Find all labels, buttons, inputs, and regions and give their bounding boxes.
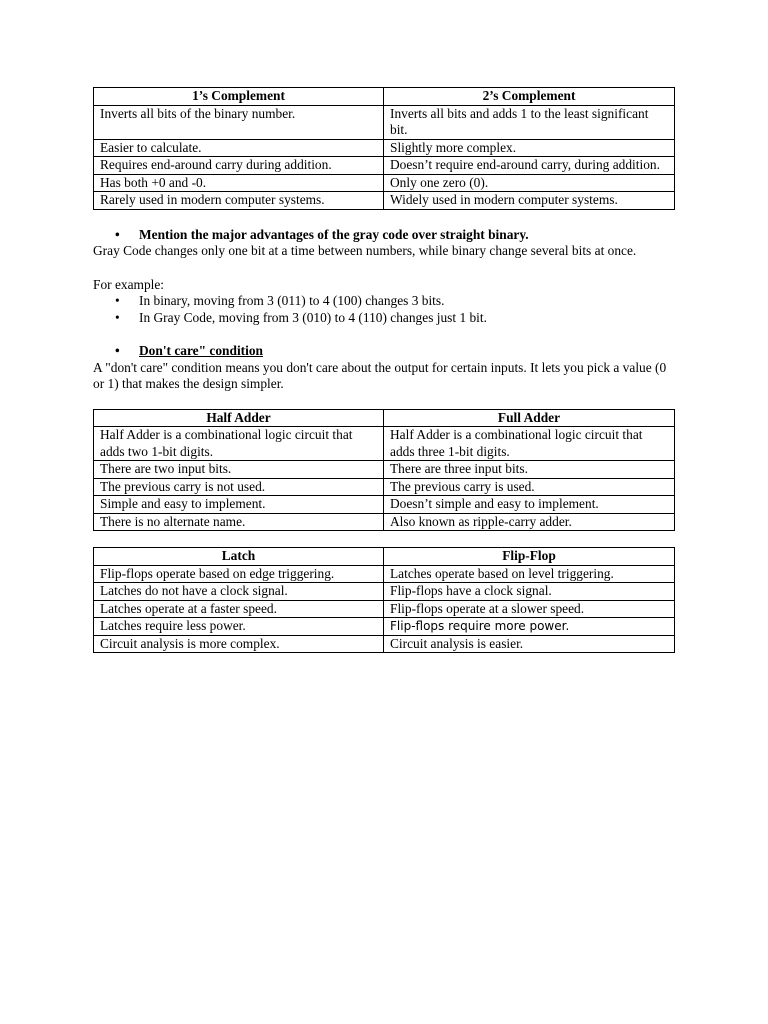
- table-row: [94, 478, 675, 496]
- table-row: [94, 139, 675, 157]
- table-cell: Circuit analysis is more complex.: [94, 635, 384, 653]
- table-cell: Widely used in modern computer systems.: [384, 192, 675, 210]
- table-cell: Slightly more complex.: [384, 139, 675, 157]
- table-header-row: [94, 548, 675, 566]
- dont-care-heading: [93, 343, 675, 360]
- list-item-text: In binary, moving from 3 (011) to 4 (100) changes 3 bits.: [139, 293, 445, 308]
- spacer: [93, 393, 675, 409]
- table-header-row: [94, 409, 675, 427]
- table-row: [94, 513, 675, 531]
- table-cell: Rarely used in modern computer systems.: [94, 192, 384, 210]
- table-header-row: [94, 88, 675, 106]
- table-cell: Flip-flops operate based on edge triggering.: [94, 565, 384, 583]
- table-cell: Half Adder is a combinational logic circuit that adds two 1-bit digits.: [94, 427, 384, 461]
- adder-comparison-table: [93, 409, 675, 532]
- table-row: [94, 174, 675, 192]
- gray-code-answer: Gray Code changes only one bit at a time between numbers, while binary change several bits at once.: [93, 243, 637, 258]
- table-header-cell: 2’s Complement: [384, 88, 675, 106]
- table-header-cell: Full Adder: [384, 409, 675, 427]
- table-cell: The previous carry is used.: [384, 478, 675, 496]
- bullet-icon: •: [115, 226, 120, 242]
- spacer: [93, 210, 675, 227]
- table-cell: Doesn’t simple and easy to implement.: [384, 496, 675, 514]
- table-cell: Half Adder is a combinational logic circuit that adds three 1-bit digits.: [384, 427, 675, 461]
- spacer: [93, 326, 675, 343]
- table-row: [94, 565, 675, 583]
- table-cell: Only one zero (0).: [384, 174, 675, 192]
- table-row: [94, 600, 675, 618]
- table-row: [94, 461, 675, 479]
- table-row: [94, 192, 675, 210]
- table-cell: Simple and easy to implement.: [94, 496, 384, 514]
- list-item-text: In Gray Code, moving from 3 (010) to 4 (110) changes just 1 bit.: [139, 309, 487, 325]
- table-cell: Latches require less power.: [94, 618, 384, 636]
- example-intro: For example:: [93, 276, 165, 292]
- spacer: [93, 260, 675, 277]
- list-item: [93, 310, 675, 327]
- bullet-icon: •: [115, 293, 120, 308]
- table-header-cell: Latch: [94, 548, 384, 566]
- table-cell: Flip-flops have a clock signal.: [384, 583, 675, 601]
- complement-comparison-table: [93, 87, 675, 210]
- table-cell: Inverts all bits of the binary number.: [94, 105, 384, 139]
- table-cell: Latches operate at a faster speed.: [94, 600, 384, 618]
- table-row: [94, 496, 675, 514]
- table-cell: Inverts all bits and adds 1 to the least significant bit.: [384, 105, 675, 139]
- list-item: [93, 293, 675, 310]
- table-row: [94, 635, 675, 653]
- bullet-icon: •: [115, 309, 120, 325]
- table-cell: The previous carry is not used.: [94, 478, 384, 496]
- table-cell: Has both +0 and -0.: [94, 174, 384, 192]
- table-cell: There is no alternate name.: [94, 513, 384, 531]
- table-cell: Latches do not have a clock signal.: [94, 583, 384, 601]
- table-row: [94, 105, 675, 139]
- spacer: [93, 531, 675, 547]
- table-row: [94, 157, 675, 175]
- table-cell: Requires end-around carry during addition.: [94, 157, 384, 175]
- question-text: Mention the major advantages of the gray code over straight binary.: [139, 226, 529, 242]
- latch-flipflop-comparison-table: [93, 547, 675, 653]
- table-row: [94, 427, 675, 461]
- table-cell: Also known as ripple-carry adder.: [384, 513, 675, 531]
- bullet-icon: •: [115, 343, 120, 358]
- heading-text: Don't care" condition: [139, 343, 263, 358]
- table-header-cell: 1’s Complement: [94, 88, 384, 106]
- table-cell: Flip-flops require more power.: [384, 618, 675, 636]
- table-cell: There are two input bits.: [94, 461, 384, 479]
- dont-care-text: A "don't care" condition means you don't care about the output for certain inputs. It lets you pick a value (0 or 1) that makes the design simpler.: [93, 359, 667, 391]
- table-cell: Flip-flops operate at a slower speed.: [384, 600, 675, 618]
- document-content: [93, 87, 675, 653]
- table-cell: Circuit analysis is easier.: [384, 635, 675, 653]
- table-header-cell: Half Adder: [94, 409, 384, 427]
- table-header-cell: Flip-Flop: [384, 548, 675, 566]
- table-row: [94, 618, 675, 636]
- gray-code-question: [93, 227, 675, 244]
- table-cell: Latches operate based on level triggering.: [384, 565, 675, 583]
- table-row: [94, 583, 675, 601]
- table-cell: There are three input bits.: [384, 461, 675, 479]
- table-cell: Easier to calculate.: [94, 139, 384, 157]
- table-cell: Doesn’t require end-around carry, during addition.: [384, 157, 675, 175]
